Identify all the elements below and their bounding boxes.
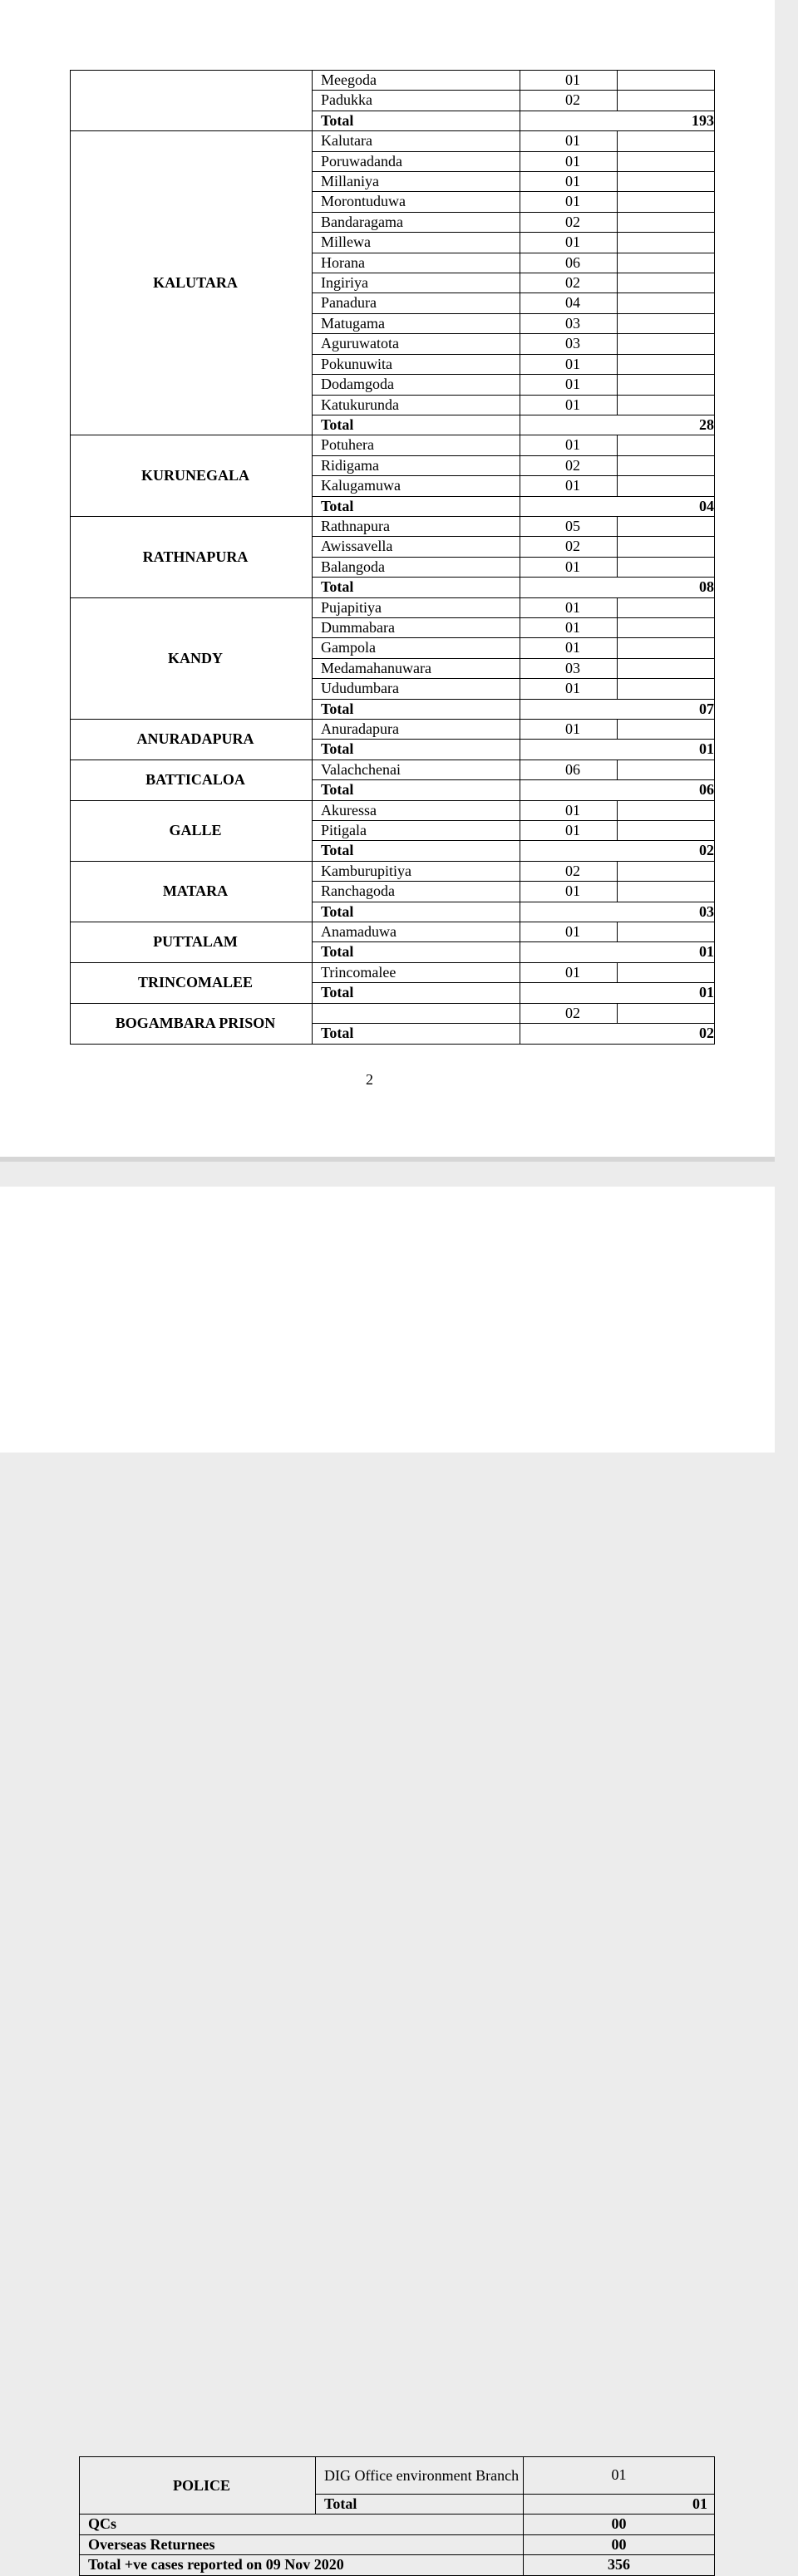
area-name: Medamahanuwara [313, 658, 520, 678]
blank-cell [618, 720, 715, 740]
area-count: 01 [524, 2457, 715, 2495]
summary-row-overseas [80, 2534, 715, 2554]
blank-cell [618, 557, 715, 577]
blank-cell [618, 658, 715, 678]
total-value: 06 [520, 780, 715, 800]
area-count: 02 [520, 273, 618, 293]
total-value: 01 [520, 740, 715, 760]
area-name: Poruwadanda [313, 151, 520, 171]
blank-cell [618, 882, 715, 902]
page-number: 2 [366, 1071, 373, 1088]
total-value: 03 [520, 902, 715, 922]
blank-cell [618, 962, 715, 982]
district-name: BOGAMBARA PRISON [71, 1003, 313, 1044]
area-count: 02 [520, 861, 618, 881]
blank-cell [618, 861, 715, 881]
area-name: Padukka [313, 91, 520, 111]
area-count: 01 [520, 354, 618, 374]
area-name: Kalugamuwa [313, 476, 520, 496]
blank-cell [618, 679, 715, 699]
area-count: 01 [520, 71, 618, 91]
area-count: 02 [520, 91, 618, 111]
blank-cell [618, 313, 715, 333]
area-count: 01 [520, 476, 618, 496]
police-row [80, 2457, 715, 2495]
area-count: 06 [520, 253, 618, 273]
blank-cell [618, 212, 715, 232]
area-row [71, 131, 715, 151]
area-count: 01 [520, 131, 618, 151]
area-name: Kalutara [313, 131, 520, 151]
district-name: BATTICALOA [71, 760, 313, 800]
blank-cell [618, 151, 715, 171]
district-name-police: POLICE [80, 2457, 316, 2515]
area-name: Trincomalee [313, 962, 520, 982]
area-count: 02 [520, 212, 618, 232]
area-count: 03 [520, 658, 618, 678]
area-count: 01 [520, 151, 618, 171]
area-count: 01 [520, 962, 618, 982]
area-count: 02 [520, 1003, 618, 1023]
district-name: ANURADAPURA [71, 720, 313, 760]
blank-cell [618, 537, 715, 557]
total-label: Total [313, 942, 520, 962]
area-name: Matugama [313, 313, 520, 333]
blank-cell [618, 293, 715, 313]
blank-cell [618, 1003, 715, 1023]
blank-cell [618, 273, 715, 293]
blank-cell [618, 131, 715, 151]
blank-cell [618, 192, 715, 212]
total-value: 08 [520, 578, 715, 597]
area-count: 01 [520, 192, 618, 212]
summary-label: QCs [80, 2515, 524, 2534]
district-name: RATHNAPURA [71, 516, 313, 597]
area-row [71, 71, 715, 91]
total-label: Total [313, 1024, 520, 1044]
blank-cell [618, 800, 715, 820]
blank-cell [618, 597, 715, 617]
area-name: Aguruwatota [313, 334, 520, 354]
area-name: Potuhera [313, 435, 520, 455]
area-name: Ududumbara [313, 679, 520, 699]
total-label: Total [313, 496, 520, 516]
document-page-2 [0, 1187, 775, 2574]
blank-cell [618, 91, 715, 111]
area-name: Kamburupitiya [313, 861, 520, 881]
area-row [71, 922, 715, 942]
blank-cell [618, 821, 715, 841]
total-label: Total [313, 740, 520, 760]
area-count: 01 [520, 882, 618, 902]
area-name: Gampola [313, 638, 520, 658]
total-label: Total [313, 578, 520, 597]
district-name: KURUNEGALA [71, 435, 313, 517]
district-cases-table [70, 70, 715, 1045]
area-name: Meegoda [313, 71, 520, 91]
blank-cell [618, 617, 715, 637]
district-name: GALLE [71, 800, 313, 861]
area-count: 01 [520, 172, 618, 192]
area-name: Morontuduwa [313, 192, 520, 212]
area-count: 01 [520, 638, 618, 658]
area-row [71, 760, 715, 779]
area-name: Millewa [313, 233, 520, 253]
area-count: 01 [520, 233, 618, 253]
total-label: Total [316, 2495, 524, 2515]
blank-cell [618, 71, 715, 91]
area-name: Rathnapura [313, 516, 520, 536]
area-count: 02 [520, 455, 618, 475]
total-label: Total [313, 841, 520, 861]
summary-row-qcs [80, 2515, 715, 2534]
total-value: 02 [520, 1024, 715, 1044]
district-name: KALUTARA [71, 131, 313, 435]
area-name: Dodamgoda [313, 375, 520, 395]
area-name: Pujapitiya [313, 597, 520, 617]
total-value: 07 [520, 699, 715, 719]
area-row [71, 1003, 715, 1023]
area-row [71, 435, 715, 455]
summary-value: 356 [524, 2555, 715, 2575]
total-value: 01 [520, 942, 715, 962]
blank-cell [618, 334, 715, 354]
blank-cell [618, 233, 715, 253]
total-label: Total [313, 415, 520, 435]
area-name: Bandaragama [313, 212, 520, 232]
total-value: 193 [520, 111, 715, 130]
area-name: Akuressa [313, 800, 520, 820]
area-count: 03 [520, 313, 618, 333]
area-count: 01 [520, 375, 618, 395]
area-count: 01 [520, 597, 618, 617]
area-name: Dummabara [313, 617, 520, 637]
area-count: 01 [520, 395, 618, 415]
area-row [71, 962, 715, 982]
blank-cell [618, 638, 715, 658]
area-count: 01 [520, 557, 618, 577]
summary-table [79, 2456, 715, 2576]
area-row [71, 597, 715, 617]
blank-cell [618, 455, 715, 475]
area-row [71, 516, 715, 536]
area-count: 02 [520, 537, 618, 557]
area-row [71, 720, 715, 740]
area-count: 04 [520, 293, 618, 313]
total-value: 28 [520, 415, 715, 435]
area-count: 01 [520, 800, 618, 820]
area-name: Katukurunda [313, 395, 520, 415]
total-value: 04 [520, 496, 715, 516]
area-name: Balangoda [313, 557, 520, 577]
area-name [313, 1003, 520, 1023]
blank-cell [618, 760, 715, 779]
area-name: Pitigala [313, 821, 520, 841]
area-count: 06 [520, 760, 618, 779]
district-name: MATARA [71, 861, 313, 922]
area-name: Ranchagoda [313, 882, 520, 902]
summary-value: 00 [524, 2515, 715, 2534]
total-label: Total [313, 111, 520, 130]
total-label: Total [313, 699, 520, 719]
area-count: 01 [520, 922, 618, 942]
area-row [71, 861, 715, 881]
area-row [71, 800, 715, 820]
area-name: Anuradapura [313, 720, 520, 740]
total-label: Total [313, 902, 520, 922]
area-count: 01 [520, 821, 618, 841]
district-name-continued [71, 71, 313, 131]
area-name: Horana [313, 253, 520, 273]
document-page-1 [0, 0, 775, 1157]
area-count: 05 [520, 516, 618, 536]
district-name: PUTTALAM [71, 922, 313, 963]
area-count: 01 [520, 435, 618, 455]
area-name: Panadura [313, 293, 520, 313]
blank-cell [618, 395, 715, 415]
summary-row-total [80, 2555, 715, 2575]
district-name: TRINCOMALEE [71, 962, 313, 1003]
area-name: Awissavella [313, 537, 520, 557]
total-value: 02 [520, 841, 715, 861]
total-label: Total [313, 983, 520, 1003]
area-count: 01 [520, 617, 618, 637]
blank-cell [618, 516, 715, 536]
total-value: 01 [524, 2495, 715, 2515]
summary-label: Overseas Returnees [80, 2534, 524, 2554]
blank-cell [618, 375, 715, 395]
blank-cell [618, 172, 715, 192]
blank-cell [618, 253, 715, 273]
area-name: Millaniya [313, 172, 520, 192]
summary-value: 00 [524, 2534, 715, 2554]
area-count: 01 [520, 679, 618, 699]
page-separator [0, 1157, 775, 1162]
district-name: KANDY [71, 597, 313, 719]
area-name: Ingiriya [313, 273, 520, 293]
area-count: 01 [520, 720, 618, 740]
blank-cell [618, 354, 715, 374]
total-value: 01 [520, 983, 715, 1003]
area-name: Ridigama [313, 455, 520, 475]
blank-cell [618, 922, 715, 942]
area-name: Valachchenai [313, 760, 520, 779]
area-name: DIG Office environment Branch [316, 2457, 524, 2495]
area-name: Anamaduwa [313, 922, 520, 942]
blank-cell [618, 476, 715, 496]
total-label: Total [313, 780, 520, 800]
summary-label: Total +ve cases reported on 09 Nov 2020 [80, 2555, 524, 2575]
area-count: 03 [520, 334, 618, 354]
blank-cell [618, 435, 715, 455]
area-name: Pokunuwita [313, 354, 520, 374]
